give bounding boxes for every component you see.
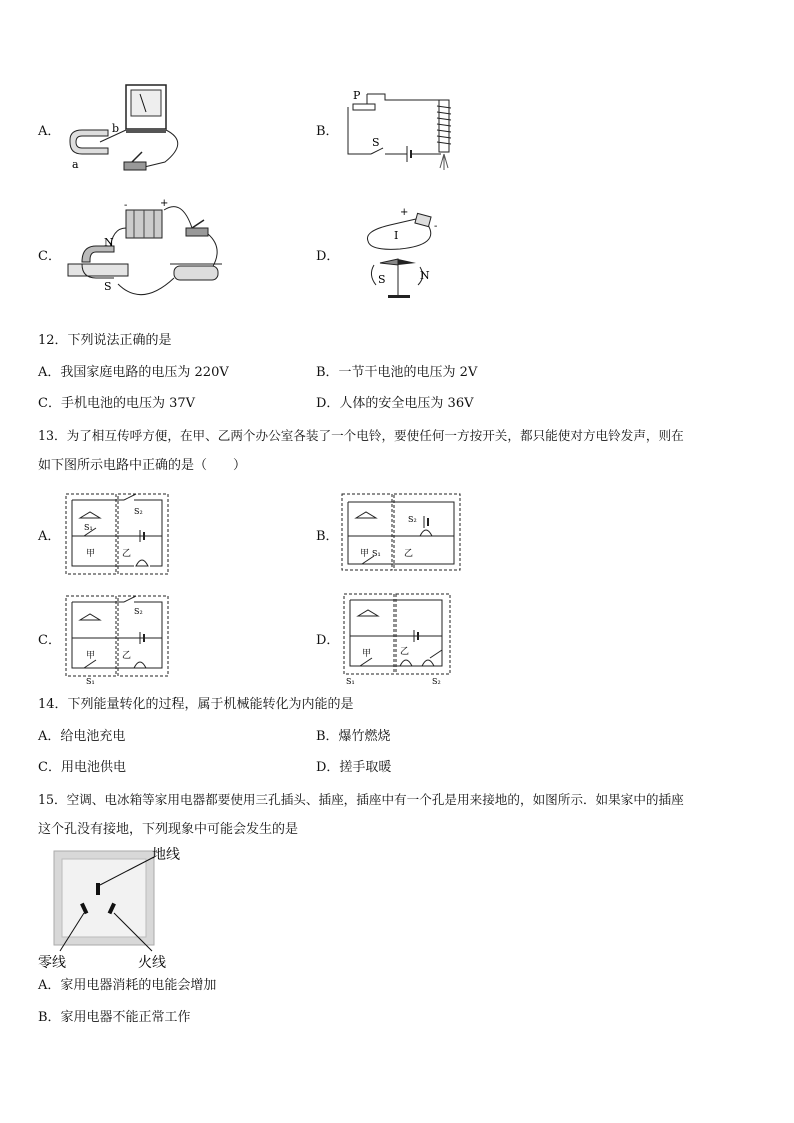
q11-option-d-label: D． — [316, 249, 340, 264]
q13-d-s1: S₁ — [346, 677, 355, 686]
q11-figure-b — [345, 88, 465, 176]
q11-fig-c-n: N — [104, 236, 114, 249]
q11-fig-d-plus: + — [400, 207, 409, 218]
q15-live-label: 火线 — [138, 955, 166, 971]
q13-option-c-label: C． — [38, 633, 61, 648]
q13-a-jia: 甲 — [86, 549, 96, 559]
q11-fig-c-s: S — [104, 280, 112, 293]
q14-option-b: B．爆竹燃烧 — [316, 729, 391, 744]
q11-fig-a-a: a — [72, 158, 79, 171]
q15-stem-line2: 这个孔没有接地，下列现象中可能会发生的是 — [38, 822, 299, 837]
q12-option-a: A．我国家庭电路的电压为 220V — [38, 365, 229, 380]
q13-option-b-label: B． — [316, 529, 339, 544]
q15-option-b: B．家用电器不能正常工作 — [38, 1010, 191, 1025]
q13-c-yi: 乙 — [122, 651, 132, 661]
q13-circuit-b — [340, 492, 464, 574]
q14-option-a: A．给电池充电 — [38, 729, 126, 744]
q14-option-c: C．用电池供电 — [38, 760, 126, 775]
q13-a-s2: S₂ — [134, 507, 143, 516]
q15-socket-figure — [38, 843, 198, 973]
q11-fig-d-n: N — [420, 269, 430, 282]
q11-fig-d-i: I — [394, 229, 399, 242]
q13-b-s2: S₂ — [408, 515, 417, 524]
q11-figure-d — [360, 205, 460, 305]
q13-a-yi: 乙 — [122, 549, 132, 559]
q13-d-s2: S₂ — [432, 677, 441, 686]
q15-ground-label: 地线 — [152, 847, 180, 863]
q13-b-s1: S₁ — [372, 549, 381, 558]
q13-circuit-d — [342, 592, 454, 686]
q11-fig-b-p: P — [353, 89, 361, 102]
q14-option-d: D．搓手取暖 — [316, 760, 392, 775]
q11-option-a-label: A． — [38, 124, 61, 139]
q11-option-c-label: C． — [38, 249, 61, 264]
q11-figure-a — [60, 82, 190, 177]
q11-fig-c-minus: - — [124, 200, 128, 211]
q11-fig-c-plus: + — [160, 198, 169, 209]
q15-neutral-label: 零线 — [38, 955, 66, 971]
q11-fig-a-b: b — [112, 122, 120, 135]
q11-option-b-label: B． — [316, 124, 339, 139]
q13-b-yi: 乙 — [404, 549, 414, 559]
q13-d-jia: 甲 — [362, 649, 372, 659]
q13-option-a-label: A． — [38, 529, 61, 544]
q14-stem: 14．下列能量转化的过程，属于机械能转化为内能的是 — [38, 697, 354, 712]
q15-stem-line1: 15．空调、电冰箱等家用电器都要使用三孔插头、插座，插座中有一个孔是用来接地的，如图所示．如果家中的插座 — [38, 792, 684, 807]
q11-fig-d-s: S — [378, 273, 386, 286]
q13-a-s1: S₁ — [84, 523, 93, 532]
q13-circuit-a — [64, 492, 172, 578]
q13-c-jia: 甲 — [86, 651, 96, 661]
q12-option-b: B．一节干电池的电压为 2V — [316, 365, 478, 380]
q11-fig-b-s: S — [372, 136, 380, 149]
q13-stem-line1: 13．为了相互传呼方便，在甲、乙两个办公室各装了一个电铃，要使任何一方按开关，都只能使对方电铃发声，则在 — [38, 428, 684, 443]
q13-stem-line2: 如下图所示电路中正确的是（ ） — [38, 458, 247, 473]
q12-stem: 12．下列说法正确的是 — [38, 333, 172, 348]
q13-b-jia: 甲 — [360, 549, 370, 559]
q13-circuit-c — [64, 594, 172, 686]
q12-option-c: C．手机电池的电压为 37V — [38, 396, 196, 411]
q11-figure-c — [62, 198, 242, 303]
q13-d-yi: 乙 — [400, 647, 410, 657]
q13-c-s1: S₁ — [86, 677, 95, 686]
q15-option-a: A．家用电器消耗的电能会增加 — [38, 978, 217, 993]
q12-option-d: D．人体的安全电压为 36V — [316, 396, 474, 411]
q11-fig-d-minus: - — [434, 221, 438, 232]
q13-option-d-label: D． — [316, 633, 340, 648]
q13-c-s2: S₂ — [134, 607, 143, 616]
